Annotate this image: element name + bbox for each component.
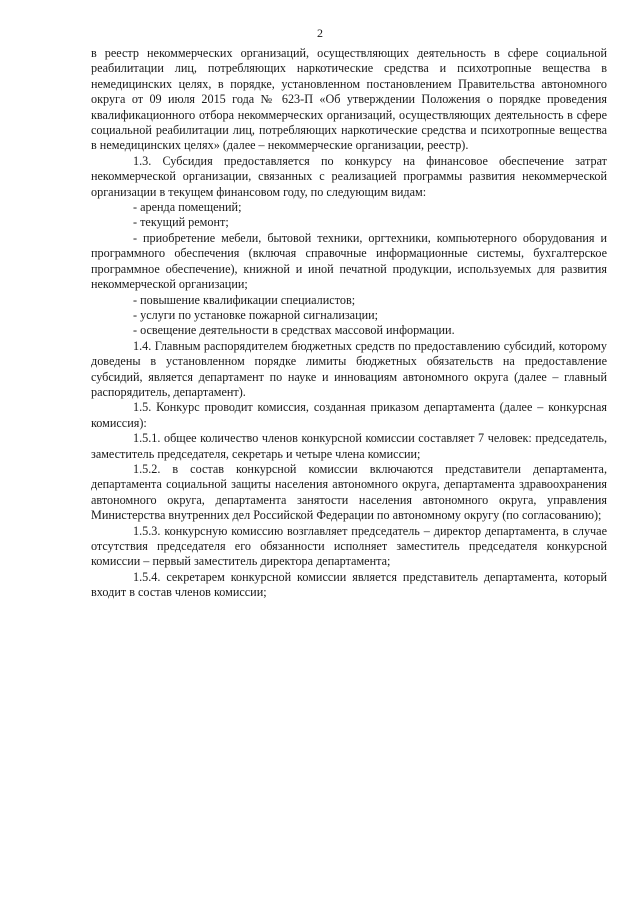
- paragraph-registry: в реестр некоммерческих организаций, осуществляющих деятельность в сфере социальной реабилитации лиц, потребляющих наркотические средства и психотропные вещества в немедицинских целях, в порядке, установленном постановлением Правительства автономного округа от 09 июля 2015 года № 623-П «Об утверждении Положения о порядке проведения квалификационного отбора некоммерческих организаций, осуществляющих деятельность в сфере социальной реабилитации лиц, потребляющих наркотические средства и психотропные вещества в немедицинских целях» (далее – некоммерческие организации, реестр).: [91, 46, 607, 153]
- list-item: - повышение квалификации специалистов;: [133, 292, 356, 307]
- paragraph-1-5-4: 1.5.4. секретарем конкурсной комиссии является представитель департамента, который входит в состав членов комиссии;: [91, 569, 607, 600]
- list-item: - услуги по установке пожарной сигнализации;: [133, 307, 379, 322]
- paragraph-1-5-1: 1.5.1. общее количество членов конкурсной комиссии составляет 7 человек: председатель, заместитель председателя, секретарь и четыре члена комиссии;: [91, 431, 607, 461]
- paragraph-1-4: 1.4. Главным распорядителем бюджетных средств по предоставлению субсидий, которому доведены в установленном порядке лимиты бюджетных обязательств на предоставление субсидий, является департамент по науке и инновациям автономного округа (далее – главный распорядитель, департамент).: [91, 338, 607, 399]
- paragraph-1-3: 1.3. Субсидия предоставляется по конкурсу на финансовое обеспечение затрат некоммерческой организации, связанных с реализацией программы развития некоммерческой организации в текущем финансовом году, по следующим видам:: [91, 153, 607, 199]
- document-body: [91, 46, 607, 601]
- list-item: - освещение деятельности в средствах массовой информации.: [133, 323, 455, 338]
- paragraph-1-5-2: 1.5.2. в состав конкурсной комиссии включаются представители департамента, департамента социальной защиты населения автономного округа, департамента здравоохранения автономного округа, департамента занятости населения автономного округа, управления Министерства внутренних дел Российской Федерации по автономному округу (по согласованию);: [91, 461, 607, 523]
- list-item: - приобретение мебели, бытовой техники, оргтехники, компьютерного оборудования и программного обеспечения (включая справочные информационные системы, бухгалтерское программное обеспечение), книжной и иной печатной продукции, используемых для развития некоммерческой организации;: [91, 230, 607, 292]
- page-number: 2: [317, 26, 323, 40]
- paragraph-1-5-3: 1.5.3. конкурсную комиссию возглавляет председатель – директор департамента, в случае отсутствия председателя его обязанности исполняет заместитель председателя конкурсной комиссии – первый заместитель директора департамента;: [91, 523, 607, 569]
- list-item: - аренда помещений;: [133, 200, 242, 215]
- paragraph-1-5: 1.5. Конкурс проводит комиссия, созданная приказом департамента (далее – конкурсная комиссия):: [91, 400, 607, 430]
- list-item: - текущий ремонт;: [133, 215, 229, 230]
